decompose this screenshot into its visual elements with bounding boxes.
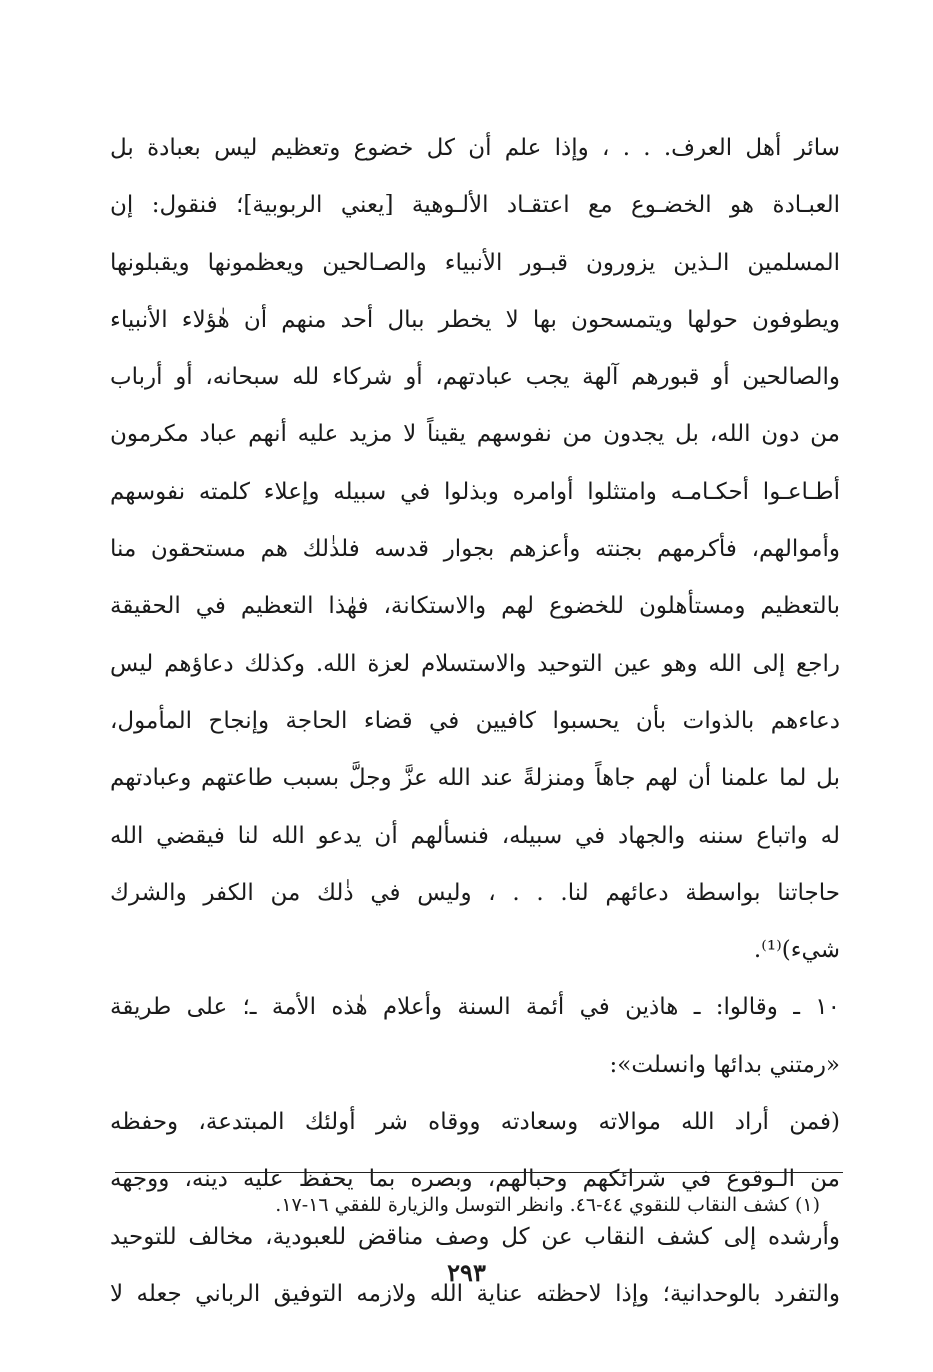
text-line: راجع إلى الله وهو عين التوحيد والاستسلام لعزة الله. وكذلك دعاؤهم ليس <box>110 650 840 677</box>
text-line: وأرشده إلى كشف النقاب عن كل وصف مناقض للعبودية، مخالف للتوحيد <box>110 1223 840 1250</box>
text-line: بالتعظيم ومستأهلون للخضوع لهم والاستكانة، فهٰذا التعظيم في الحقيقة <box>110 593 840 620</box>
text-line: دعاءهم بالذوات بأن يحسبوا كافيين في قضاء الحاجة وإنجاح المأمول، <box>110 707 840 734</box>
text-line: بل لما علمنا أن لهم جاهاً ومنزلةً عند الله عزَّ وجلَّ بسبب طاعتهم وعبادتهم <box>110 765 840 792</box>
text-line: (فمن أراد الله موالاته وسعادته ووقاه شر أولئك المبتدعة، وحفظه <box>110 1109 840 1136</box>
text-line: من دون الله، بل يجدون من نفوسهم يقيناً لا مزيد عليه أنهم عباد مكرمون <box>110 421 840 448</box>
text-line: والتفرد بالوحدانية؛ وإذا لاحظته عناية الله ولازمه التوفيق الرباني جعله لا <box>110 1280 840 1307</box>
text-line: سائر أهل العرف. . . ، وإذا علم أن كل خضوع وتعظيم ليس بعبادة بل <box>110 135 840 161</box>
text-line: ١٠ ـ وقالوا: ـ هاذين في أئمة السنة وأعلام هٰذه الأمة ـ؛ على طريقة <box>110 994 840 1021</box>
text-line: والصالحين أو قبورهم آلهة يجب عبادتهم، أو شركاء لله سبحانه، أو أرباب <box>110 364 840 391</box>
text-line: «رمتني بدائها وانسلت»: <box>609 1051 840 1078</box>
text-line: أطـاعـوا أحكـامـه وامتثلوا أوامره وبذلوا في سبيله وإعلاء كلمته نفوسهم <box>110 478 840 505</box>
body-text <box>110 120 840 1323</box>
text-line: حاجاتنا بواسطة دعائهم لنا. . . ، وليس في ذٰلك من الكفر والشرك <box>110 879 840 906</box>
text-line: المسلمين الـذين يزورون قبـور الأنبياء والصـالحين ويعظمونها ويقبلونها <box>110 249 840 276</box>
text-line: شيء)⁽¹⁾. <box>753 937 840 964</box>
text-line: له واتباع سننه والجهاد في سبيله، فنسألهم أن يدعو الله لنا فيقضي الله <box>110 822 840 849</box>
page-number: ٢٩٣ <box>447 1258 486 1287</box>
footnote-divider <box>115 1172 843 1173</box>
footnote: (١) كشف النقاب للنقوي ٤٤-٤٦. وانظر التوسل والزيارة للفقي ١٦-١٧. <box>275 1194 820 1216</box>
text-line: ويطوفون حولها ويتمسحون بها لا يخطر ببال أحد منهم أن هٰؤلاء الأنبياء <box>110 306 840 333</box>
text-line: وأموالهم، فأكرمهم بجنته وأعزهم بجوار قدسه فلذٰلك هم مستحقون منا <box>110 536 840 563</box>
text-line: من الـوقوع في شرائكهم وحبالهم، وبصره بما يحفظ عليه دينه، ووجهه <box>110 1166 840 1193</box>
text-line: العبـادة هو الخضـوع مع اعتقـاد الألـوهية [يعني الربوبية]؛ فنقول: إن <box>110 192 840 219</box>
